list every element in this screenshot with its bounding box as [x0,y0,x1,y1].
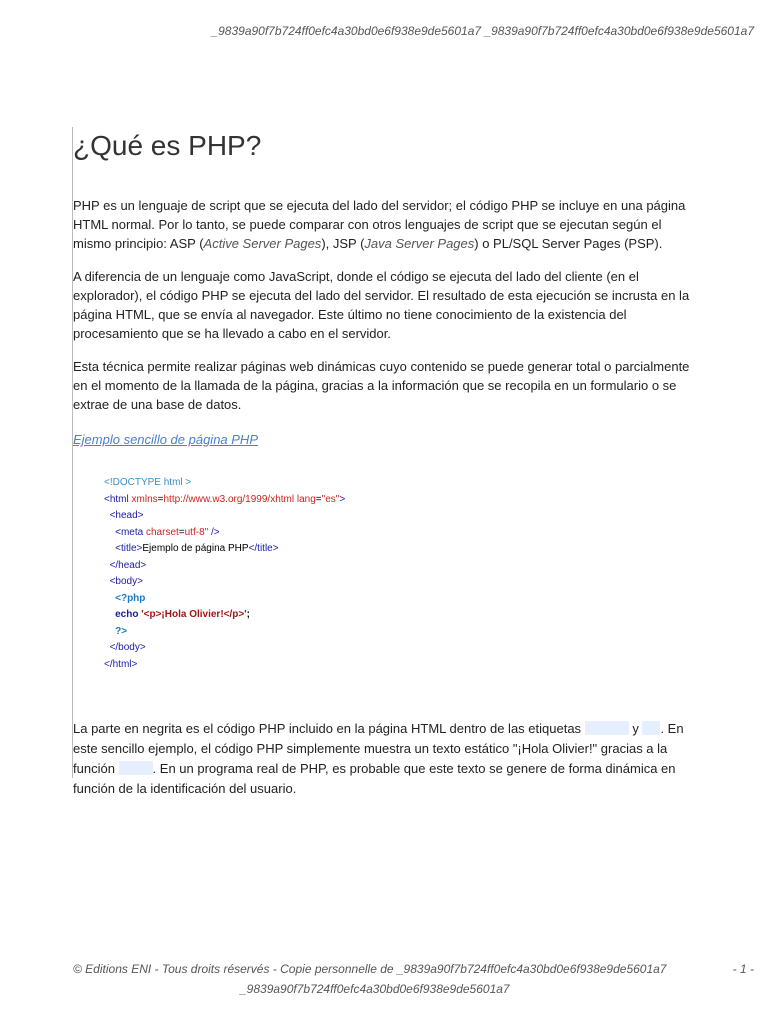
code-echo: echo [115,609,139,620]
page-title: ¿Qué es PHP? [73,130,262,161]
jsp-full-name: Java Server Pages [364,236,475,251]
footer-copyright: © Editions ENI - Tous droits réservés - Copie personnelle de _9839a90f7b724ff0efc4a30bd0e6f938e9de5601a7 [73,962,667,976]
header-document-id: _9839a90f7b724ff0efc4a30bd0e6f938e9de5601a7 _9839a90f7b724ff0efc4a30bd0e6f938e9de5601a7 [211,24,754,38]
paragraph-intro: PHP es un lenguaje de script que se ejecuta del lado del servidor; el código PHP se incluye en una página HTML normal. Por lo tanto, se puede comparar con otros lenguajes de script que se ejecutan según el mismo principio: ASP (Active Server Pages), JSP (Java Server Pages) o PL/SQL Server Pages (PSP). [73,198,686,251]
paragraph-client-server: A diferencia de un lenguaje como JavaScript, donde el código se ejecuta del lado del cliente (en el explorador), el código PHP se ejecuta del lado del servidor. El resultado de esta ejecución se incrusta en la página HTML, que se envía al navegador. Este último no tiene conocimiento de la existencia del procesamiento que se ha llevado a cabo en el servidor. [73,269,690,341]
article-content [73,126,698,813]
footer-page-number: - 1 - [732,962,754,976]
example-link[interactable]: Ejemplo sencillo de página PHP [73,432,258,447]
code-title-text: Ejemplo de página PHP [142,543,249,554]
code-echo-string: '<p>¡Hola Olivier!</p>' [141,609,247,620]
paragraph-dynamic-pages: Esta técnica permite realizar páginas web dinámicas cuyo contenido se puede generar total o parcialmente en el momento de la llamada de la página, gracias a la información que se recopila en un formulario o se extrae de una base de datos. [73,359,690,412]
asp-full-name: Active Server Pages [203,236,322,251]
code-block: <!DOCTYPE html > <html xmlns=http://www.w3.org/1999/xhtml lang="es"> <head> <meta charset=utf-8" /> <title>Ejemplo de página PHP</title> </head> <body> <?php echo '<p>¡Hola Olivier!</p>'; ?> </body> </html> [104,477,346,670]
highlight-placeholder-open-tag [585,721,629,735]
code-php-open: <?php [115,592,146,604]
code-body-open: <body> [109,576,143,587]
footer-document-id: _9839a90f7b724ff0efc4a30bd0e6f938e9de5601a7 [240,982,510,996]
paragraph-explanation: La parte en negrita es el código PHP incluido en la página HTML dentro de las etiquetas y . En este sencillo ejemplo, el código PHP simplemente muestra un texto estático "¡Hola Olivier!" gracias a la función . En un programa real de PHP, es probable que este texto se genere de forma dinámica en función de la identificación del usuario. [73,721,684,796]
highlight-placeholder-close-tag [642,721,660,735]
highlight-placeholder-function [119,761,153,775]
code-doctype: <!DOCTYPE html > [104,477,192,488]
code-head-open: <head> [109,510,144,521]
code-php-close: ?> [115,625,128,637]
